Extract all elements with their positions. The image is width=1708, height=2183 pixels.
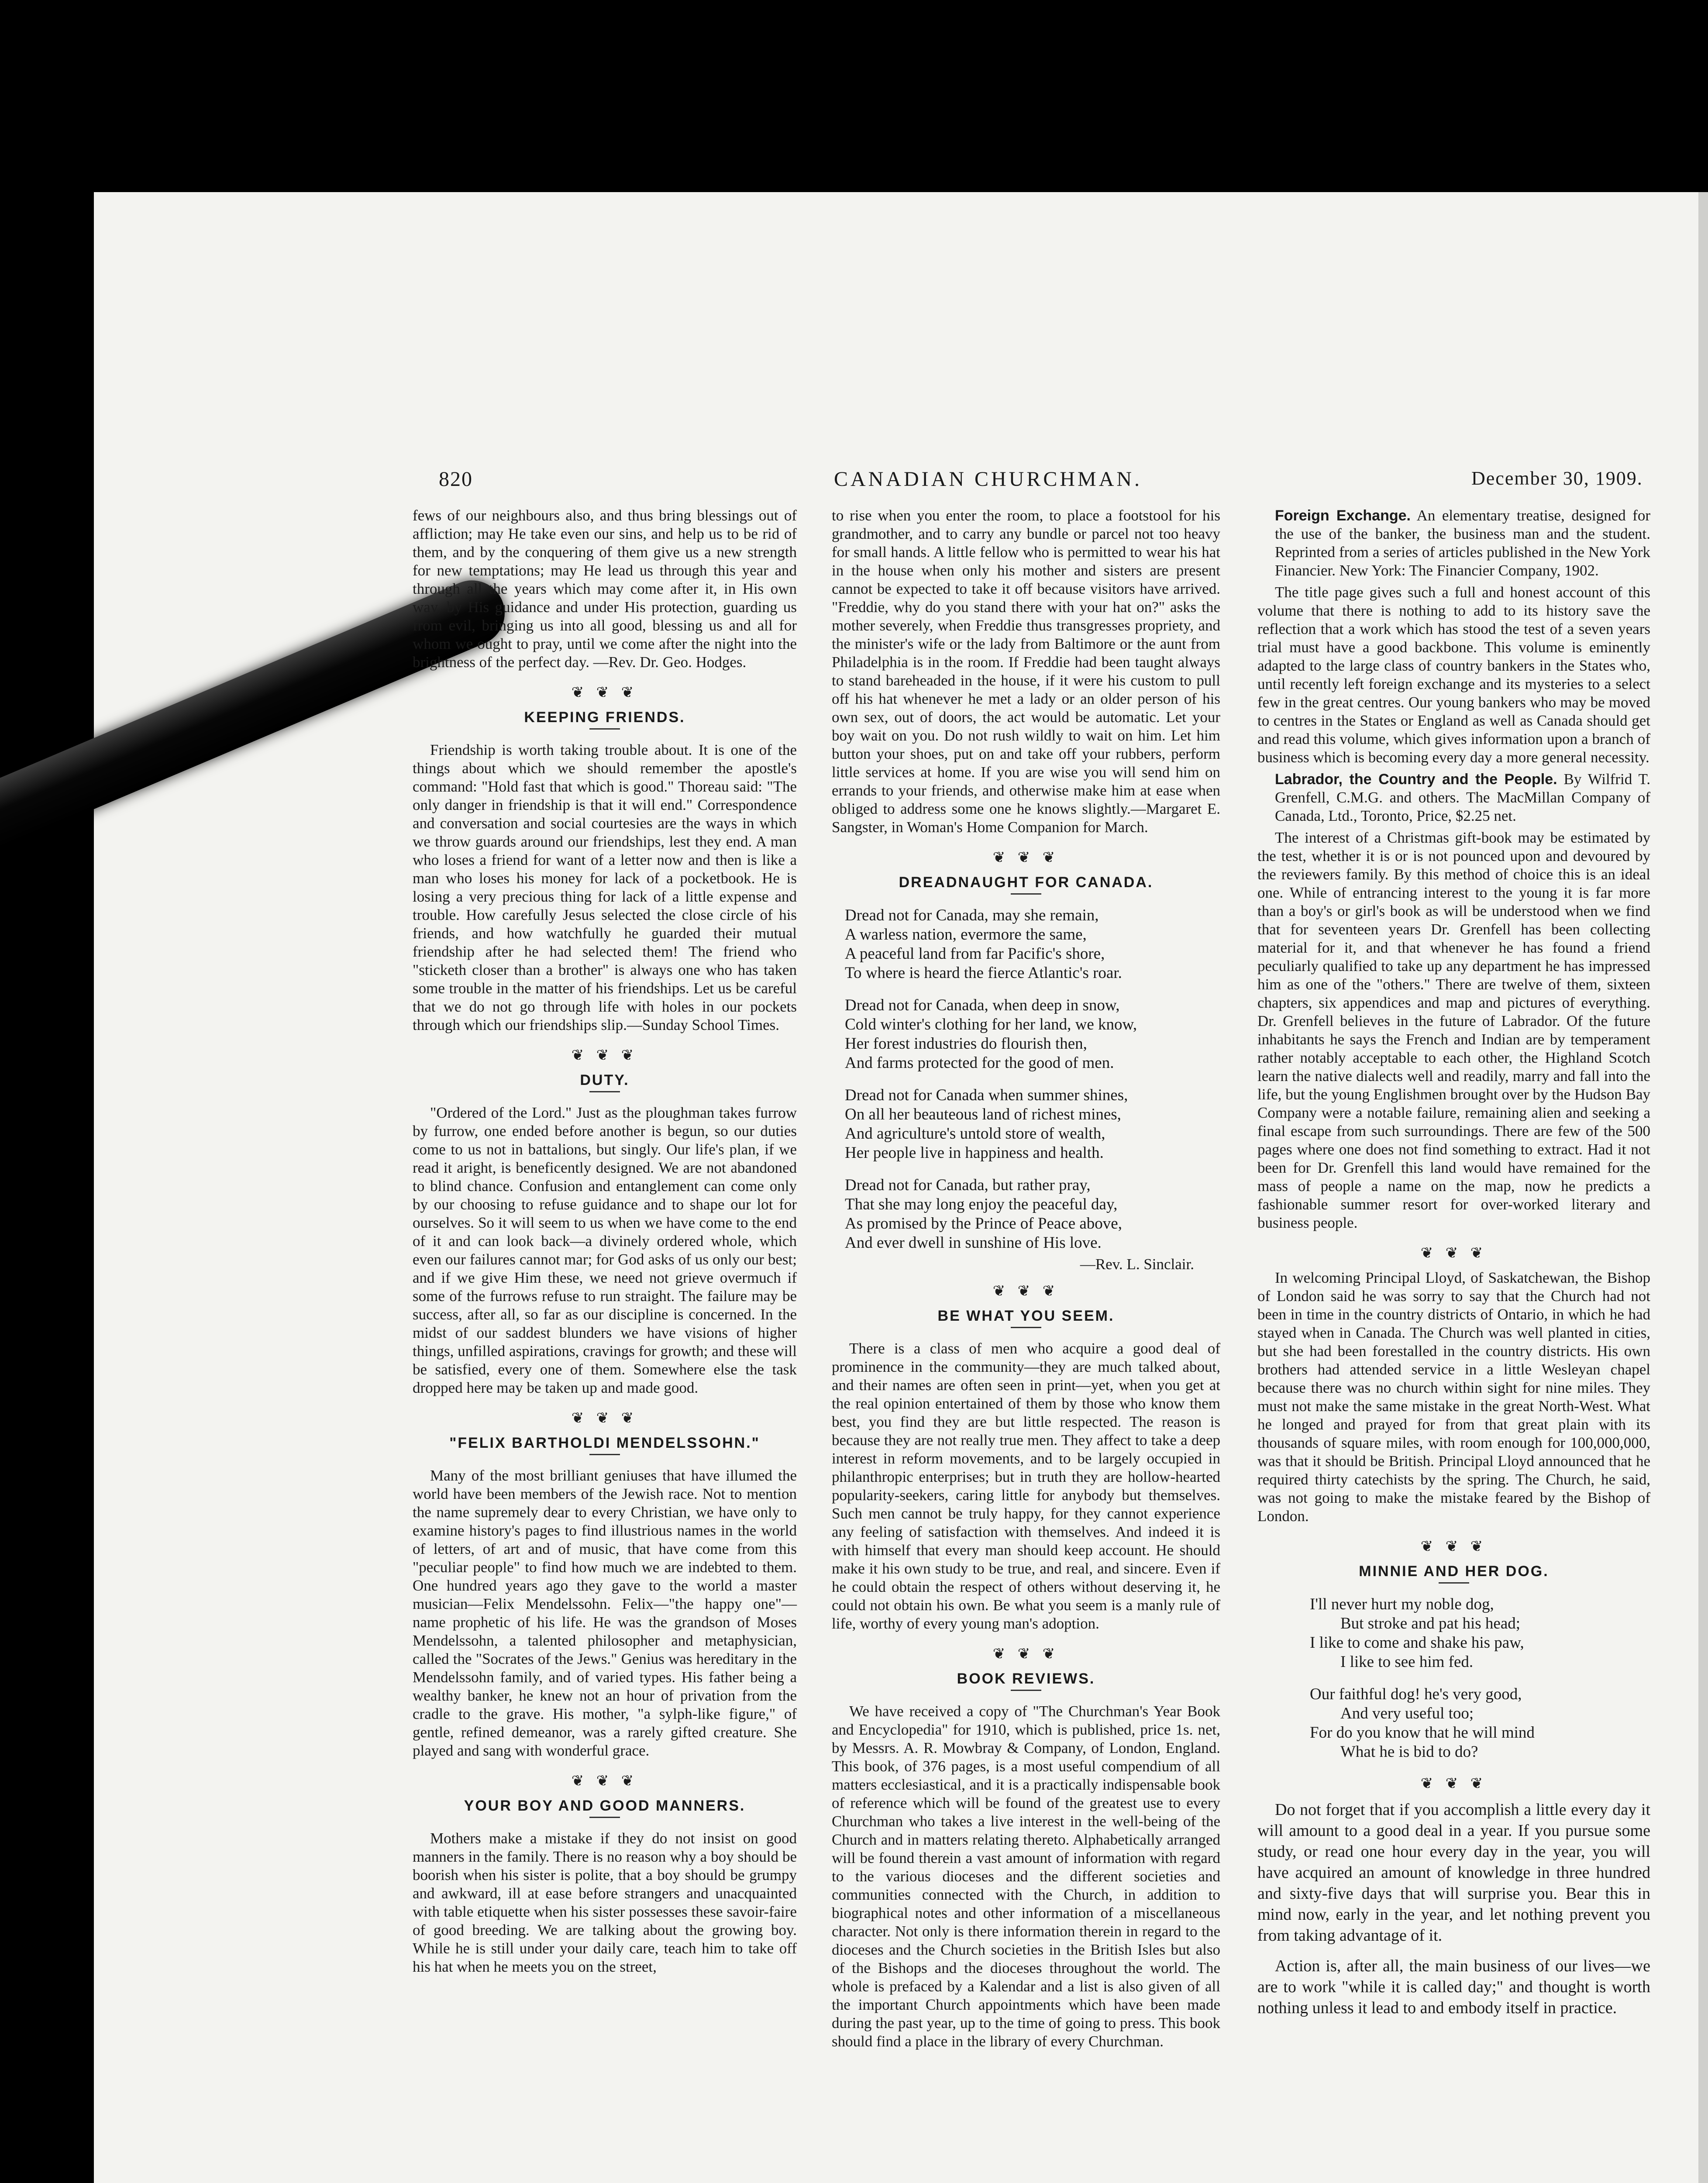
keeping-friends-text: Friendship is worth taking trouble about. It is one of the things about which we should remember the apostle's command: "Hold fast that which is good." Thoreau said: "The only danger in friendship is that it will end." Correspondence and conversation and social courtesies are the ways in which we throw guards around our friendships, lest they end. A man who loses a friend for want of a letter now and then is like a man who loses his money for lack of a pocketbook. He is losing a very precious thing for lack of a little expense and trouble. How carefully Jesus selected the close circle of his friends, and how watchfully he guarded their mutual friendship after he had selected them! The friend who "sticketh closer than a brother" is always one who has taken some trouble in the matter of his friendships. Let us be careful that we do not go through life with holes in our pockets through which our friendships slip.—Sunday School Times.	[413, 741, 797, 1033]
poem-line: Her forest industries do flourish then,	[845, 1035, 1087, 1053]
poem-stanza-2	[845, 996, 1220, 1073]
be-what-you-seem-title: BE WHAT YOU SEEM.	[937, 1308, 1115, 1324]
poem-line: Cold winter's clothing for her land, we know,	[845, 1016, 1137, 1033]
minnie-stanza-2	[1310, 1685, 1650, 1762]
duty-title: DUTY.	[580, 1072, 630, 1088]
poem-stanza-4	[845, 1176, 1220, 1253]
poem-line: Dread not for Canada, may she remain,	[845, 906, 1099, 924]
ornament: ❦ ❦ ❦	[571, 1773, 638, 1789]
good-manners-continued: to rise when you enter the room, to place a footstool for his grandmother, and to carry any bundle or parcel not too heavy for small hands. A little fellow who is permitted to wear his hat in the house when only his mother and sisters are present cannot be expected to take it off because visitors have arrived. "Freddie, why do you stand there with your hat on?" asks the mother severely, when Freddie thus transgresses propriety, and the minister's wife or the lady from Baltimore or the aunt from Philadelphia is in the room. If Freddie had been taught always to stand bareheaded in the house, if it were his custom to pull off his hat whenever he met a lady or an older person of his own sex, out of doors, the act would be automatic. Let your boy wait on you. Do not rush wildly to wait on him. Let him button your shoes, put on and take off your rubbers, perform little services at home. If you are wise you will send him on errands to your friends, and otherwise make him at ease when obliged to address some one he knows slightly.—Margaret E. Sangster, in Woman's Home Companion for March.	[832, 507, 1220, 836]
poem-stanza-3	[845, 1086, 1220, 1163]
book-reviews-title: BOOK REVIEWS.	[957, 1670, 1095, 1687]
duty-text: "Ordered of the Lord." Just as the ploughman takes furrow by furrow, one ended before another is begun, so our duties come to us not in battalions, but singly. Our life's plan, if we read it aright, is beneficently designed. We are not abandoned to blind chance. Confusion and entanglement can come only by our choosing to refuse guidance and to shape our lot for ourselves. So it will seem to us when we have come to the end of it and can look back—a divinely ordered whole, which even our failures cannot mar; for God asks of us only our best; and if we give Him these, we need not grieve overmuch if some of the furrows refuse to run straight. The failure may be success, after all, so far as our discipline is concerned. In the midst of our saddest blunders we have visions of higher things, unfilled aspirations, cravings for growth; and these will be satisfied, every one of them. Somewhere else the task dropped here may be taken up and made good.	[413, 1104, 797, 1396]
action-text: Action is, after all, the main business of our lives—we are to work "while it is called day;" and thought is worth nothing unless it lead to and embody itself in practice.	[1257, 1957, 1650, 2017]
poem-line: And agriculture's untold store of wealth,	[845, 1125, 1105, 1143]
poem-line: Our faithful dog! he's very good,	[1310, 1685, 1522, 1703]
poem-line: Dread not for Canada, when deep in snow,	[845, 996, 1120, 1014]
column-1	[413, 506, 797, 1980]
foreign-exchange-review: The title page gives such a full and honest account of this volume that there is nothing to add to its history save the reflection that a work which has stood the test of a seven years trial must have a good backbone. This volume is eminently adapted to the large class of country bankers in the States who, until recently left foreign exchange and its mysteries to a select few in the great centres. Our young bankers who may be moved to centres in the States or England as well as Canada should get and read this volume, which gives information upon a branch of business which is becoming every day a more general necessity.	[1257, 584, 1650, 766]
title-rule	[1011, 1327, 1041, 1328]
intro-text: fews of our neighbours also, and thus bring blessings out of affliction; may He take even our sins, and help us to be rid of them, and by the conquering of them give us a new strength for new temptations; may He lead us through this year and through all the years which may come after it, in His own way, by His guidance and under His protection, guarding us from evil, bringing us into all good, blessing us and all for whom we ought to pray, until we come after the night into the brightness of the perfect day. —Rev. Dr. Geo. Hodges.	[413, 507, 797, 671]
poem-line: Dread not for Canada when summer shines,	[845, 1086, 1128, 1104]
page-number: 820	[439, 468, 473, 491]
ornament: ❦ ❦ ❦	[1420, 1776, 1488, 1792]
poem-line: A peaceful land from far Pacific's shore,	[845, 945, 1105, 963]
book-entry-foreign-exchange	[1257, 506, 1650, 580]
good-manners-text: Mothers make a mistake if they do not insist on good manners in the family. There is no reason why a boy should be boorish when his sister is polite, that a boy should be grumpy and awkward, ill at ease before strangers and unacquainted with table etiquette when his sister possesses these savoir-faire of good breeding. We are talking about the growing boy. While he is still under your daily care, teach him to take off his hat when he meets you on the street,	[413, 1830, 797, 1975]
page-title: CANADIAN CHURCHMAN.	[834, 468, 1143, 491]
page-right-edge	[1698, 192, 1708, 2183]
principal-lloyd-text: In welcoming Principal Lloyd, of Saskatchewan, the Bishop of London said he was sorry to say that the Church had not been in time in the country districts of Ontario, in which he had stayed when in Canada. The Church was well planted in cities, but she had been forestalled in the country districts. His own brothers had attended service in a little Wesleyan chapel because there was no church within sight for nine miles. They must not make the same mistake in the great North-West. What he longed and prayed for from that great plain with its thousands of square miles, with room enough for 100,000,000, was that it should be British. Principal Lloyd announced that he required thirty catechists by the spring. The Church, he said, was not going to make the mistake feared by the Bishop of London.	[1257, 1269, 1650, 1525]
poem-line: I like to see him fed.	[1340, 1653, 1474, 1671]
title-rule	[1011, 1690, 1041, 1691]
book-title: Foreign Exchange.	[1275, 507, 1411, 524]
labrador-review: The interest of a Christmas gift-book may be estimated by the test, whether it is or is not pounced upon and devoured by the reviewers family. By this method of choice this is an ideal one. While of entrancing interest to the young it is far more than a boy's or girl's book as will be understood when we find that for seventeen years Dr. Grenfell has been collecting material for it, and that whenever he has found a friend peculiarly qualified to take up any department he has impressed him as one of the "others." There are twelve of them, sixteen chapters, six appendices and map and pictures of everything. Dr. Grenfell believes in the future of Labrador. Of the future inhabitants he says the French and Indian are by temperament rather notably acceptable to each other, the Highland Scotch learn the native dialects well and readily, marry and fall into the life, but the young Englishmen brought over by the Hudson Bay Company were a notable failure, remaining alien and seeking a final escape from such surroundings. There are few of the 500 pages where one does not find something to extract. Had it not been for Dr. Grenfell this land would have remained for the mass of people a name on the map, now he predicts a fashionable summer resort for over-worked literary and business people.	[1257, 829, 1650, 1231]
poem-line: On all her beauteous land of richest mines,	[845, 1105, 1121, 1123]
column-2	[832, 506, 1220, 2054]
ornament: ❦ ❦ ❦	[1420, 1539, 1488, 1555]
book-title: Labrador, the Country and the People.	[1275, 771, 1557, 788]
poem-line: I like to come and shake his paw,	[1310, 1634, 1524, 1652]
poem-line: That she may long enjoy the peaceful day,	[845, 1195, 1118, 1213]
poem-line: Dread not for Canada, but rather pray,	[845, 1176, 1091, 1194]
book-entry-labrador	[1257, 770, 1650, 825]
column-3	[1257, 506, 1650, 2022]
book-details: By Wilfrid T. Grenfell, C.M.G. and others. The MacMillan Company of Canada, Ltd., Toronto, Price, $2.25 net.	[1275, 771, 1651, 824]
title-rule	[1011, 893, 1041, 895]
good-manners-title: YOUR BOY AND GOOD MANNERS.	[464, 1797, 746, 1814]
poem-line: And ever dwell in sunshine of His love.	[845, 1234, 1102, 1252]
title-rule	[1439, 1582, 1469, 1584]
keeping-friends-title: KEEPING FRIENDS.	[524, 709, 685, 726]
poem-line: As promised by the Prince of Peace above,	[845, 1215, 1122, 1233]
poem-line: What he is bid to do?	[1340, 1743, 1478, 1761]
poem-line: To where is heard the fierce Atlantic's roar.	[845, 964, 1122, 982]
title-rule	[589, 728, 620, 730]
be-what-you-seem-text: There is a class of men who acquire a good deal of prominence in the community—they are much talked about, and their names are often seen in print—yet, when you get at the real opinion entertained of them by those who know them best, you find they are but little respected. The reason is because they are not really true men. They affect to take a deep interest in reform movements, and to be largely occupied in philanthropic enterprises; but in truth they are hollow-hearted popularity-seekers, caring little for anybody but themselves. Such men cannot be truly happy, for they cannot experience any feeling of satisfaction with themselves. And indeed it is with himself that every man should keep account. He should make it his own study to be true, and real, and sincere. Even if he could obtain the respect of others without deserving it, he could not obtain his own. Be what you seem is a manly rule of life, worthy of every young man's adoption.	[832, 1340, 1220, 1632]
title-rule	[589, 1817, 620, 1818]
minnie-stanza-1	[1310, 1595, 1650, 1672]
poem-line: For do you know that he will mind	[1310, 1724, 1535, 1742]
accomplish-text: Do not forget that if you accomplish a little every day it will amount to a good deal in a year. If you pursue some study, or read one hour every day in the year, you will have acquired an amount of knowledge in three hundred and sixty-five days that will surprise you. Bear this in mind now, early in the year, and let nothing prevent you from taking advantage of it.	[1257, 1801, 1650, 1945]
title-rule	[589, 1454, 620, 1455]
poem-line: A warless nation, evermore the same,	[845, 926, 1087, 943]
ornament: ❦ ❦ ❦	[571, 685, 638, 701]
ornament: ❦ ❦ ❦	[992, 1646, 1060, 1662]
book-details: An elementary treatise, designed for the use of the banker, the business man and the student. Reprinted from a series of articles published in the New York Financier. New York: The Financier Company, 1902.	[1275, 507, 1650, 579]
mendelssohn-text: Many of the most brilliant geniuses that have illumed the world have been members of the Jewish race. Not to mention the name supremely dear to every Christian, we have only to examine history's pages to find illustrious names in the world of letters, of art and of music, that have come from this "peculiar people" to find how much we are indebted to them. One hundred years ago they gave to the world a master musician—Felix Mendelssohn. Felix—"the happy one"—name prophetic of his life. He was the grandson of Moses Mendelssohn, a talented philosopher and metaphysician, called the "Socrates of the Jews." Genius was hereditary in the Mendelssohn family, and of varied types. His father being a wealthy banker, he knew not an hour of privation from the cradle to the grave. His mother, "a sylph-like figure," of gentle, refined demeanor, was a rarely gifted creature. She played and sang with wonderful grace.	[413, 1467, 797, 1759]
ornament: ❦ ❦ ❦	[1420, 1245, 1488, 1261]
ornament: ❦ ❦ ❦	[571, 1047, 638, 1064]
title-rule	[589, 1091, 620, 1092]
dreadnaught-title: DREADNAUGHT FOR CANADA.	[899, 874, 1154, 891]
mendelssohn-title: "FELIX BARTHOLDI MENDELSSOHN."	[449, 1435, 760, 1451]
ornament: ❦ ❦ ❦	[571, 1410, 638, 1426]
ornament: ❦ ❦ ❦	[992, 850, 1060, 866]
minnie-title: MINNIE AND HER DOG.	[1359, 1563, 1549, 1580]
book-reviews-text: We have received a copy of "The Churchman's Year Book and Encyclopedia" for 1910, which is published, price 1s. net, by Messrs. A. R. Mowbray & Company, of London, England. This book, of 376 pages, is a most useful compendium of all matters ecclesiastical, and it is a practically indispensable book of reference which will be found of the greatest use to every Churchman who takes a live interest in the well-being of the Church and in matters relating thereto. Alphabetically arranged will be found therein a vast amount of information with regard to the various dioceses and the different societies and communities connected with the Church, in addition to biographical notes and other information of a miscellaneous character. Not only is there information therein in regard to the dioceses and the Church societies in the British Isles but also of the Bishops and the dioceses throughout the world. The whole is prefaced by a Kalendar and a list is also given of all the important Church appointments which have been made during the past year, up to the time of going to press. This book should find a place in the library of every Churchman.	[832, 1703, 1220, 2050]
poem-line: Her people live in happiness and health.	[845, 1144, 1104, 1162]
poem-author: —Rev. L. Sinclair.	[1080, 1256, 1194, 1273]
poem-stanza-1	[845, 906, 1220, 983]
poem-line: And farms protected for the good of men.	[845, 1054, 1114, 1072]
poem-line: I'll never hurt my noble dog,	[1310, 1595, 1494, 1613]
poem-line: And very useful too;	[1340, 1704, 1474, 1722]
poem-line: But stroke and pat his head;	[1340, 1615, 1521, 1632]
page-date: December 30, 1909.	[1471, 468, 1643, 489]
ornament: ❦ ❦ ❦	[992, 1283, 1060, 1299]
